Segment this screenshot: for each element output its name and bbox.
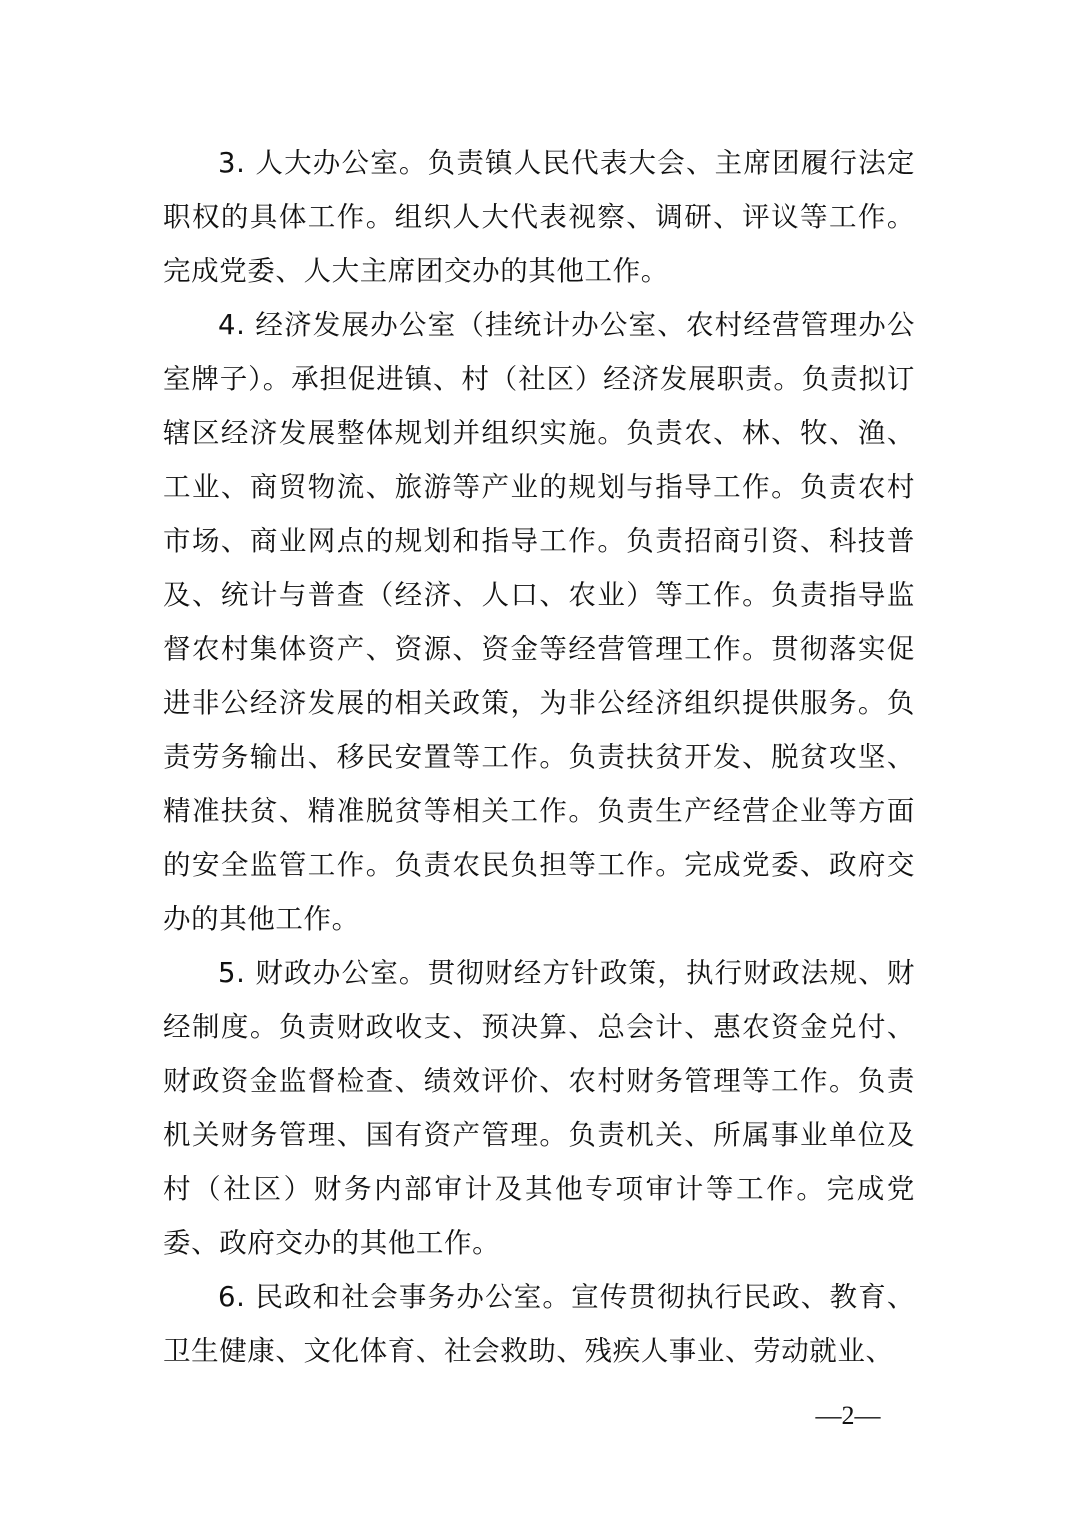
paragraph-5-finance-office: 5. 财政办公室。贯彻财经方针政策，执行财政法规、财经制度。负责财政收支、预决算、总会计、惠农资金兑付、财政资金监督检查、绩效评价、农村财务管理等工作。负责机关财务管理、国有资产管理。负责机关、所属事业单位及村（社区）财务内部审计及其他专项审计等工作。完成党委、政府交办的其他工作。 (163, 957, 915, 1259)
page-number: —2— (815, 1401, 881, 1430)
document-body (163, 136, 915, 1378)
paragraph-4-economic-development-office: 4. 经济发展办公室（挂统计办公室、农村经营管理办公室牌子）。承担促进镇、村（社区）经济发展职责。负责拟订辖区经济发展整体规划并组织实施。负责农、林、牧、渔、工业、商贸物流、旅游等产业的规划与指导工作。负责农村市场、商业网点的规划和指导工作。负责招商引资、科技普及、统计与普查（经济、人口、农业）等工作。负责指导监督农村集体资产、资源、资金等经营管理工作。贯彻落实促进非公经济发展的相关政策，为非公经济组织提供服务。负责劳务输出、移民安置等工作。负责扶贫开发、脱贫攻坚、精准扶贫、精准脱贫等相关工作。负责生产经营企业等方面的安全监管工作。负责农民负担等工作。完成党委、政府交办的其他工作。 (163, 309, 915, 935)
paragraph-3-people-congress-office: 3. 人大办公室。负责镇人民代表大会、主席团履行法定职权的具体工作。组织人大代表视察、调研、评议等工作。完成党委、人大主席团交办的其他工作。 (163, 147, 915, 287)
paragraph-6-civil-affairs-office: 6. 民政和社会事务办公室。宣传贯彻执行民政、教育、卫生健康、文化体育、社会救助、残疾人事业、劳动就业、 (163, 1281, 915, 1367)
